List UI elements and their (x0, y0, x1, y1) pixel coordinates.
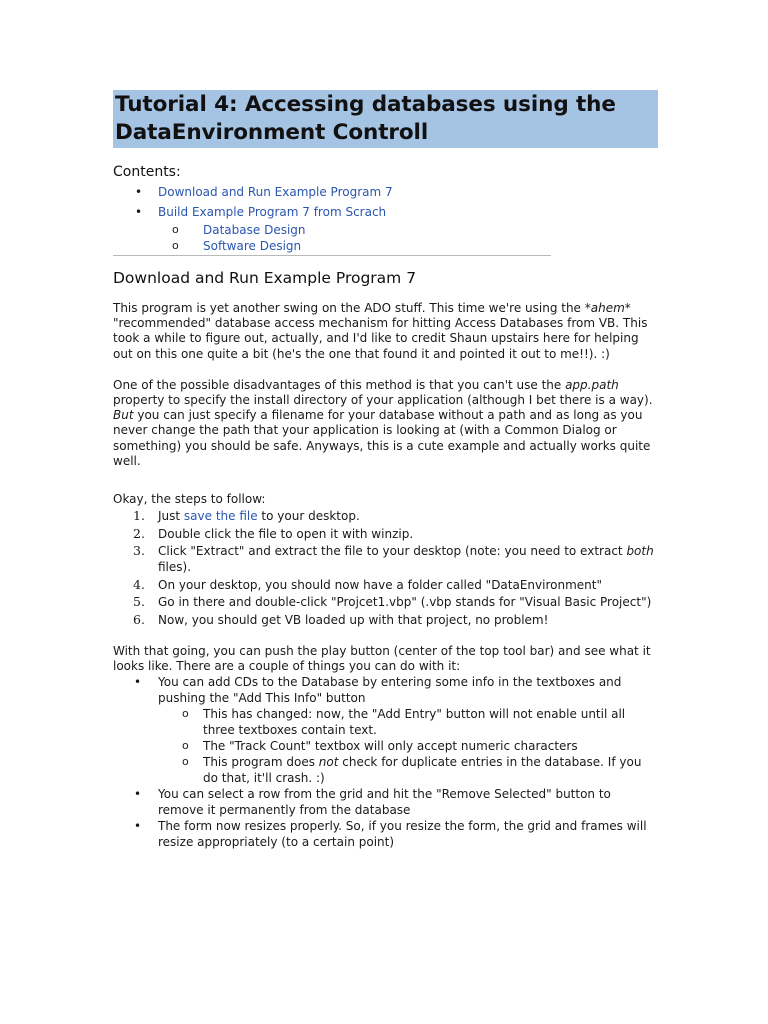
step-item (113, 543, 658, 575)
toc-subitem (113, 238, 658, 254)
step-number: 1. (133, 508, 145, 524)
text-run: property to specify the install directory of your application (although I bet there is a way). (113, 393, 653, 408)
text-run: On your desktop, you should now have a folder called "DataEnvironment" (158, 577, 602, 592)
emphasis-text: both (626, 544, 654, 559)
text-run: "recommended" database access mechanism for hitting Access Databases from VB. This took a while to figure out, actually, and I'd like to credit Shaun upstairs here for helping out on this one quite a bit (he's the one that found it and pointed it out to me!!). :) (113, 316, 648, 361)
disadvantages-paragraph (113, 378, 658, 469)
step-item (113, 526, 658, 542)
divider (113, 255, 551, 256)
bullet-icon: • (135, 204, 143, 219)
text-run: Go in there and double-click "Projcet1.vbp" (.vbp stands for "Visual Basic Project") (158, 595, 652, 610)
save-file-link[interactable]: save the file (183, 509, 258, 524)
section-heading: Download and Run Example Program 7 (113, 269, 417, 287)
circle-bullet-icon: o (182, 707, 189, 721)
sub-tips-list (158, 706, 658, 786)
bullet-icon: • (135, 185, 143, 199)
usage-paragraph: With that going, you can push the play button (center of the top tool bar) and see what it looks like. There are a couple of things you can do with it: (113, 643, 651, 673)
circle-bullet-icon: o (172, 239, 179, 252)
emphasis-text: app.path (565, 377, 619, 392)
text-run: This program does (203, 755, 319, 770)
step-item (113, 577, 658, 593)
toc-subitem (113, 222, 658, 238)
intro-paragraph (113, 301, 658, 362)
circle-bullet-icon: o (182, 755, 189, 769)
step-item (113, 508, 658, 524)
text-run: This program is yet another swing on the ADO stuff. This time we're using the (113, 301, 585, 315)
tip-item (113, 674, 658, 786)
text-run: The "Track Count" textbox will only accept numeric characters (203, 739, 578, 754)
tips-list (113, 674, 658, 850)
circle-bullet-icon: o (182, 739, 189, 753)
toc-item (113, 203, 658, 223)
table-of-contents (113, 183, 658, 222)
toc-item (113, 183, 658, 203)
sub-tip-item (158, 754, 658, 786)
emphasis-text: *ahem* (584, 301, 631, 315)
text-run: Now, you should get VB loaded up with that project, no problem! (158, 612, 549, 627)
text-run: to your desktop. (257, 509, 360, 524)
toc-link-build-example[interactable]: Build Example Program 7 from Scrach (158, 204, 387, 219)
text-run: Double click the file to open it with winzip. (158, 526, 414, 541)
sub-tip-item (158, 738, 658, 754)
toc-link-software-design[interactable]: Software Design (203, 239, 302, 253)
circle-bullet-icon: o (172, 223, 179, 236)
text-run: Just (158, 509, 184, 524)
tip-item (113, 786, 658, 818)
emphasis-text: But (113, 408, 134, 423)
bullet-icon: • (134, 675, 142, 690)
text-run: Click "Extract" and extract the file to your desktop (note: you need to extract (158, 544, 627, 559)
bullet-icon: • (134, 819, 142, 834)
toc-link-download-run[interactable]: Download and Run Example Program 7 (158, 185, 393, 199)
text-run: You can select a row from the grid and hit the "Remove Selected" button to remove it permanently from the database (158, 787, 611, 818)
steps-list (113, 508, 658, 628)
step-number: 4. (133, 576, 145, 592)
sub-tip-item (158, 706, 658, 738)
sub-table-of-contents (113, 222, 658, 254)
page-title: Tutorial 4: Accessing databases using the DataEnvironment Controll (113, 90, 658, 148)
text-run: files). (158, 560, 192, 575)
text-run: The form now resizes properly. So, if you resize the form, the grid and frames will resize appropriately (to a certain point) (158, 819, 647, 850)
text-run: This has changed: now, the "Add Entry" button will not enable until all three textboxes contain text. (203, 707, 626, 738)
step-number: 5. (133, 594, 145, 610)
tip-item (113, 818, 658, 850)
contents-heading: Contents: (113, 164, 181, 180)
step-item (113, 594, 658, 610)
toc-link-database-design[interactable]: Database Design (203, 223, 306, 237)
document-page (113, 90, 658, 850)
steps-intro: Okay, the steps to follow: (113, 492, 266, 507)
text-run: You can add CDs to the Database by entering some info in the textboxes and pushing the "Add This Info" button (158, 675, 622, 706)
step-number: 2. (133, 525, 145, 541)
step-item (113, 612, 658, 628)
text-run: One of the possible disadvantages of this method is that you can't use the (113, 377, 566, 392)
bullet-icon: • (134, 787, 142, 802)
step-number: 3. (133, 543, 145, 559)
step-number: 6. (133, 611, 145, 627)
text-run: you can just specify a filename for your database without a path and as long as you never change the path that your application is looking at (with a Common Dialog or something) you should be safe. Anyways, this is a cute example and actually works quite well. (113, 408, 651, 468)
emphasis-text: not (318, 755, 339, 770)
text-run: check for duplicate entries in the database. If you do that, it'll crash. :) (203, 755, 642, 786)
